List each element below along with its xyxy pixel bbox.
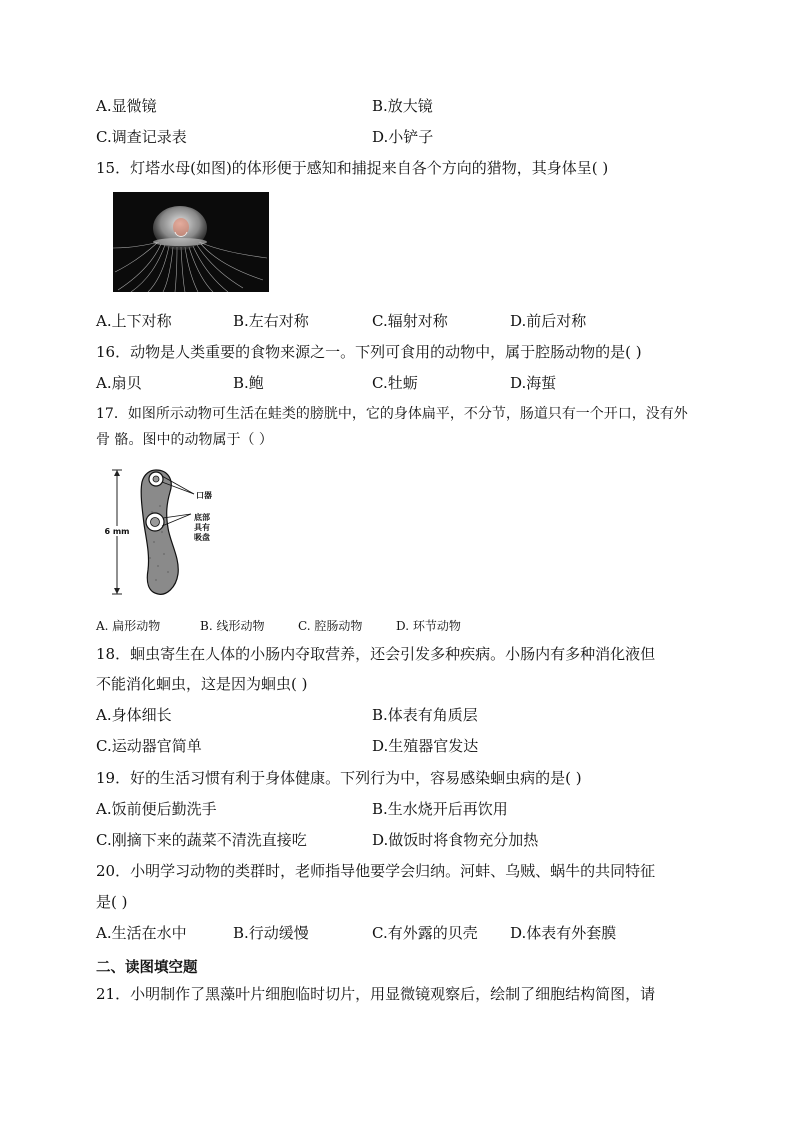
jellyfish-photo-icon (113, 192, 269, 292)
q19-option-d: D.做饭时将食物充分加热 (372, 831, 539, 849)
q20-option-a: A.生活在水中 (96, 924, 187, 942)
q20-option-c: C.有外露的贝壳 (372, 924, 478, 942)
q19-option-b: B.生水烧开后再饮用 (372, 800, 508, 818)
q17-option-c: C. 腔肠动物 (298, 619, 363, 633)
q19-option-a: A.饭前便后勤洗手 (96, 800, 217, 818)
q18-question-line2: 不能消化蛔虫，这是因为蛔虫( ) (96, 675, 308, 693)
q16-option-c: C.牡蛎 (372, 374, 418, 392)
q18-option-c: C.运动器官简单 (96, 737, 202, 755)
q20-question-line1: 20．小明学习动物的类群时，老师指导他要学会归纳。河蚌、乌贼、蜗牛的共同特征 (96, 862, 656, 880)
q18-option-d: D.生殖器官发达 (372, 737, 479, 755)
length-label: 6 mm (104, 527, 130, 536)
q17-question-line2: 骨 骼。图中的动物属于（ ） (96, 432, 273, 448)
q15-option-b: B.左右对称 (233, 312, 309, 330)
sucker-label-3: 吸盘 (194, 533, 210, 542)
mouth-label: 口器 (196, 491, 212, 500)
flatworm-diagram (96, 462, 236, 602)
q21-question: 21．小明制作了黑藻叶片细胞临时切片，用显微镜观察后，绘制了细胞结构简图，请 (96, 985, 656, 1003)
q15-option-d: D.前后对称 (510, 312, 587, 330)
q17-option-d: D. 环节动物 (396, 619, 461, 633)
q16-option-b: B.鲍 (233, 374, 264, 392)
q19-option-c: C.刚摘下来的蔬菜不清洗直接吃 (96, 831, 307, 849)
q18-question-line1: 18．蛔虫寄生在人体的小肠内夺取营养，还会引发多种疾病。小肠内有多种消化液但 (96, 645, 656, 663)
q15-option-a: A.上下对称 (96, 312, 172, 330)
sucker-label-1: 底部 (194, 513, 210, 522)
q14-option-c: C.调查记录表 (96, 128, 187, 146)
q17-option-b: B. 线形动物 (200, 619, 265, 633)
q16-option-d: D.海蜇 (510, 374, 557, 392)
q16-option-a: A.扇贝 (96, 374, 142, 392)
q17-question-line1: 17．如图所示动物可生活在蛙类的膀胱中，它的身体扁平，不分节，肠道只有一个开口，没有外 (96, 406, 688, 422)
q14-option-d: D.小铲子 (372, 128, 434, 146)
q14-option-a: A.显微镜 (96, 97, 157, 115)
q14-option-b: B.放大镜 (372, 97, 433, 115)
q19-question: 19．好的生活习惯有利于身体健康。下列行为中，容易感染蛔虫病的是( ) (96, 769, 582, 787)
q18-option-b: B.体表有角质层 (372, 706, 478, 724)
jellyfish-image (113, 192, 269, 292)
q18-option-a: A.身体细长 (96, 706, 172, 724)
q17-option-a: A. 扁形动物 (96, 619, 161, 633)
q20-option-b: B.行动缓慢 (233, 924, 309, 942)
q15-option-c: C.辐射对称 (372, 312, 448, 330)
q16-question: 16．动物是人类重要的食物来源之一。下列可食用的动物中，属于腔肠动物的是( ) (96, 343, 642, 361)
q15-question: 15．灯塔水母(如图)的体形便于感知和捕捉来自各个方向的猎物，其身体呈( ) (96, 159, 609, 177)
section-heading: 二、读图填空题 (96, 960, 198, 976)
sucker-label-2: 具有 (194, 523, 210, 532)
q20-question-line2: 是( ) (96, 893, 128, 911)
q20-option-d: D.体表有外套膜 (510, 924, 617, 942)
